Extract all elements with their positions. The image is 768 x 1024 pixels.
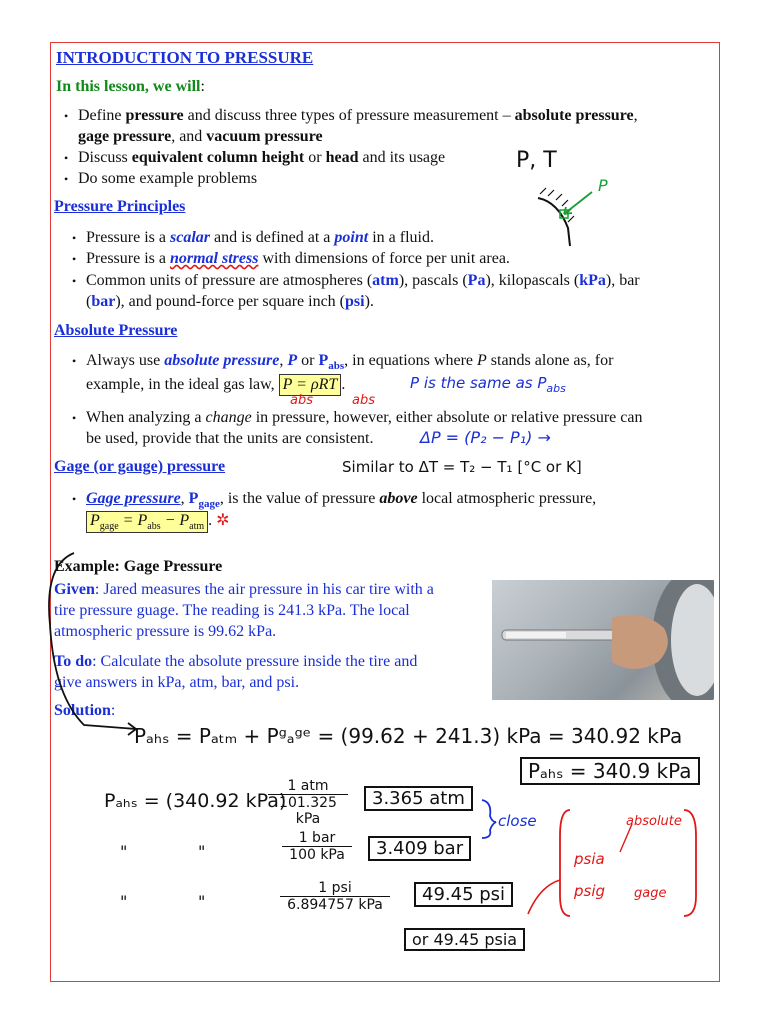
bullet: • <box>72 411 77 425</box>
handwritten-absolute: absolute <box>626 814 682 829</box>
absolute-item-cont: example, in the ideal gas law, P = ρRT . <box>86 374 345 396</box>
principle-item: • Pressure is a scalar and is defined at a point in a fluid. <box>72 229 434 246</box>
absolute-item: • When analyzing a change in pressure, however, either absolute or relative pressure can <box>72 409 643 426</box>
gage-item: • Gage pressure, $P_{gage}$, is the value of pressure above local atmospheric pressure, <box>72 490 597 511</box>
handwritten-similar: Similar to ΔT = T₂ − T₁ [°C or K] <box>342 458 582 476</box>
answer-box-bar: 3.409 bar <box>368 836 471 861</box>
handwritten-delta-p: ΔP = (P₂ − P₁) → <box>420 428 551 447</box>
objective-item: • Define pressure and discuss three types of pressure measurement – absolute pressure, <box>64 107 638 124</box>
handwritten-psig: psig <box>574 882 606 900</box>
lesson-intro: In this lesson, we will: <box>56 78 205 95</box>
close-brace-sketch <box>478 796 502 842</box>
principle-item: • Common units of pressure are atmospheres (atm), pascals (Pa), kilopascals (kPa), bar <box>72 272 640 289</box>
answer-box-atm: 3.365 atm <box>364 786 473 811</box>
tire-gauge-photo <box>492 580 714 700</box>
principle-item-cont: (bar), and pound-force per square inch (psi). <box>86 293 374 310</box>
page-title: INTRODUCTION TO PRESSURE <box>56 48 314 67</box>
principle-item: • Pressure is a normal stress with dimensions of force per unit area. <box>72 250 510 267</box>
example-heading: Example: Gage Pressure <box>54 558 223 575</box>
bullet: • <box>72 492 77 506</box>
objective-item: • Do some example problems <box>64 170 258 187</box>
handwritten-abs-mark: abs <box>352 393 375 408</box>
section-pressure-principles: Pressure Principles <box>54 198 186 215</box>
handwritten-p-green: P <box>598 176 608 195</box>
absolute-item-cont: be used, provide that the units are consistent. <box>86 430 374 447</box>
answer-box-psi: 49.45 psi <box>414 882 513 907</box>
answer-box-kpa: Pₐₕₛ = 340.9 kPa <box>520 757 700 785</box>
solution-atm-left: Pₐₕₛ = (340.92 kPa) <box>104 790 287 812</box>
absolute-item: • Always use absolute pressure, P or $P_{abs}$, in equations where P stands alone as, for <box>72 352 614 373</box>
gage-equation: $P_{gage} = P_{abs} - P_{atm}$ <box>86 511 208 533</box>
red-star-icon: ✲ <box>216 512 230 529</box>
example-todo: To do: Calculate the absolute pressure inside the tire and give answers in kPa, atm, bar, and psi. <box>54 653 418 691</box>
section-gage-pressure: Gage (or gauge) pressure <box>54 458 226 475</box>
red-bracket-sketch <box>520 796 720 926</box>
bracket-arrow-sketch <box>44 545 144 740</box>
bullet: • <box>72 252 77 266</box>
solution-line-1: Pₐₕₛ = Pₐₜₘ + Pᵍₐᵍᵉ = (99.62 + 241.3) kPa = 340.92 kPa <box>134 724 683 748</box>
answer-box-psia: or 49.45 psia <box>404 928 525 951</box>
section-absolute-pressure: Absolute Pressure <box>54 322 178 339</box>
objective-item: • Discuss equivalent column height or head and its usage <box>64 149 446 166</box>
objective-item-cont: gage pressure, and vacuum pressure <box>78 128 323 145</box>
wall-sketch <box>530 170 650 250</box>
bullet: • <box>72 231 77 245</box>
bullet: • <box>72 354 77 368</box>
atm-fraction: 1 atm 101.325 kPa <box>268 778 348 827</box>
example-given: Given: Jared measures the air pressure in his car tire with a tire pressure guage. The reading is 241.3 kPa. The local atmospheric pressure is 99.62 kPa. <box>54 581 434 640</box>
bullet: • <box>64 151 69 165</box>
handwritten-abs-mark: abs <box>290 393 313 408</box>
tire-gauge-illustration <box>492 580 714 700</box>
handwritten-gage: gage <box>634 886 667 901</box>
bullet: • <box>72 274 77 288</box>
solution-label: Solution: <box>54 702 116 719</box>
handwritten-psia: psia <box>574 850 605 868</box>
ditto-mark: " <box>198 892 206 911</box>
bar-fraction: 1 bar 100 kPa <box>282 830 352 863</box>
psi-fraction: 1 psi 6.894757 kPa <box>280 880 390 913</box>
bullet: • <box>64 172 69 186</box>
bullet: • <box>64 109 69 123</box>
handwritten-close: close <box>498 812 537 830</box>
handwritten-pt: P, T <box>516 148 557 173</box>
ditto-mark: " <box>198 842 206 861</box>
gage-equation-row: $P_{gage} = P_{abs} - P_{atm}$ . ✲ <box>86 510 230 533</box>
ideal-gas-equation: P = ρRT <box>279 374 342 396</box>
ditto-mark: " <box>120 892 128 911</box>
handwritten-note: P is the same as $P_{abs}$ <box>410 374 566 395</box>
ditto-mark: " <box>120 842 128 861</box>
